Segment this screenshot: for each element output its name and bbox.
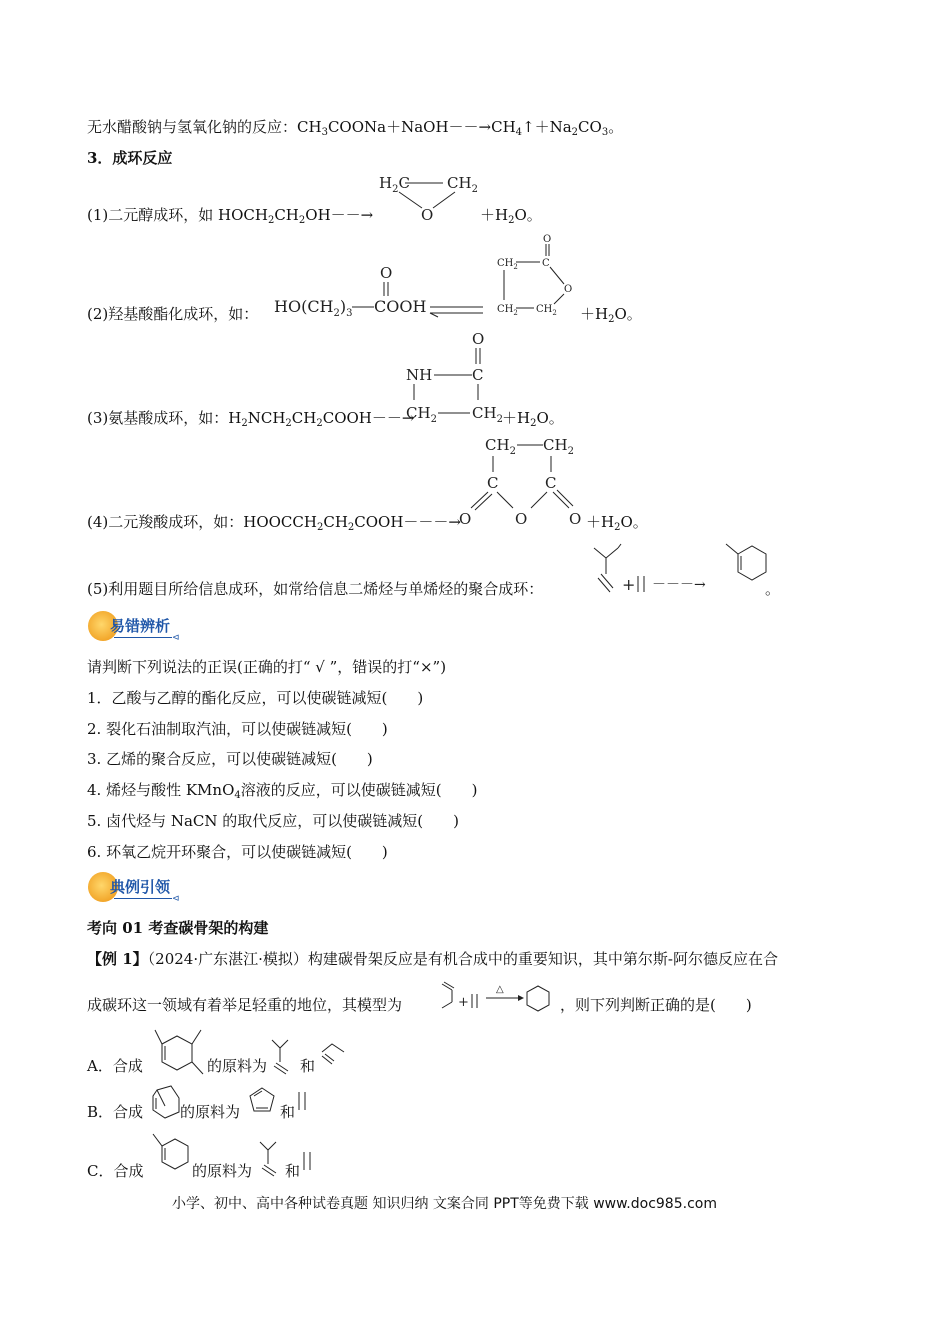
- judge-item-5: 5. 卤代烃与 NaCN 的取代反应，可以使碳链减短( ): [87, 812, 459, 830]
- svg-text:O: O: [421, 206, 434, 224]
- reaction-1-text: (1)二元醇成环，如 $HOCH_2CH_2OH--\to$: [87, 206, 374, 226]
- svg-text:COOH: COOH: [374, 297, 427, 316]
- footer-text: 小学、初中、高中各种试卷真题 知识归纳 文案合同 PPT等免费下载 www.doc985.com: [172, 1196, 717, 1212]
- reaction-5-end: 。: [765, 580, 781, 598]
- svg-text:O: O: [543, 234, 552, 245]
- option-c-mid: 的原料为: [192, 1162, 253, 1180]
- svg-text:C: C: [545, 474, 557, 492]
- section-heading-cyclization: 3．成环反应: [87, 149, 173, 167]
- judge-intro: 请判断下列说法的正误(正确的打“ √ ”，错误的打“×”): [87, 658, 447, 676]
- epoxide-structure: [375, 168, 485, 226]
- svg-text:CH2: $CH_2$: [497, 304, 518, 317]
- reaction-4-text: (4)二元羧酸成环，如：$HOOCCH_2CH_2COOH---\to$: [87, 513, 462, 533]
- badge-label: 易错辨析: [110, 617, 171, 635]
- svg-text:O: O: [515, 510, 528, 528]
- reaction-4-water: $+H_2O$。: [586, 513, 648, 533]
- svg-text:C: C: [542, 258, 550, 269]
- reaction-1-water: $+H_2O$。: [480, 206, 542, 226]
- judge-item-4: 4. 烯烃与酸性 KMnO$_4$溶液的反应，可以使碳链减短( ): [87, 781, 478, 801]
- example-badge: 典例引领 ⊲: [88, 872, 184, 902]
- reaction-2-water: $+H_2O$。: [580, 305, 642, 325]
- judge-item-2: 2. 裂化石油制取汽油，可以使碳链减短( ): [87, 720, 388, 738]
- svg-text:CH2: $CH_2$: [497, 258, 518, 271]
- svg-text:C: C: [472, 366, 484, 384]
- option-c-prefix: C．合成: [87, 1162, 144, 1180]
- option-c-and: 和: [285, 1162, 301, 1180]
- option-a-prefix: A．合成: [87, 1057, 143, 1075]
- reaction-line-1: 无水醋酸钠与氢氧化钠的反应：$CH_3COONa+NaOH--\to CH_4↑+Na_2CO_3$。: [87, 118, 624, 138]
- example-heading: 考向 01 考查碳骨架的构建: [87, 919, 269, 937]
- option-a-product: [147, 1024, 207, 1084]
- diels-alder-scheme: [588, 540, 778, 596]
- option-c-diene: [256, 1138, 286, 1178]
- svg-text:△: △: [496, 984, 504, 995]
- svg-text:CH2: $CH_2$: [472, 404, 503, 425]
- reaction-2-text: (2)羟基酸酯化成环，如：: [87, 305, 259, 323]
- reaction-3-water: $+H_2O$。: [502, 409, 564, 429]
- option-a-diene: [268, 1036, 300, 1076]
- judge-item-6: 6. 环氧乙烷开环聚合，可以使碳链减短( ): [87, 843, 388, 861]
- equilibrium-arrow: [428, 300, 488, 320]
- svg-text:CH2: $CH_2$: [485, 436, 516, 457]
- svg-text:CH2: $CH_2$: [447, 174, 478, 195]
- anhydride-ring-structure: [455, 432, 605, 532]
- svg-text:O: O: [472, 330, 485, 348]
- svg-text:CH2: $CH_2$: [543, 436, 574, 457]
- svg-text:+: +: [458, 995, 469, 1010]
- lactone-ring-structure: [492, 230, 592, 320]
- option-a-mid: 的原料为: [207, 1057, 268, 1075]
- option-c-ethylene: [301, 1148, 315, 1174]
- option-a-and: 和: [300, 1057, 316, 1075]
- option-b-prefix: B．合成: [87, 1103, 144, 1121]
- reaction-5-text: (5)利用题目所给信息成环，如常给信息二烯烃与单烯烃的聚合成环：: [87, 580, 544, 598]
- option-c-product: [147, 1130, 193, 1176]
- judge-item-1: 1．乙酸与乙醇的酯化反应，可以使碳链减短( ): [87, 689, 424, 707]
- error-analysis-badge: 易错辨析 ⊲: [88, 611, 184, 641]
- hydroxy-acid-structure: [270, 260, 430, 320]
- svg-text:C: C: [487, 474, 499, 492]
- svg-text:CH2: $CH_2$: [536, 304, 557, 317]
- svg-text:O: O: [564, 284, 573, 295]
- svg-text:O: O: [380, 264, 393, 282]
- svg-text:O: O: [569, 510, 582, 528]
- option-a-dienophile: [318, 1038, 348, 1070]
- svg-text:H2C: $H_2C$: [379, 174, 410, 195]
- svg-text:NH: NH: [406, 366, 433, 384]
- example-line-2a: 成碳环这一领域有着举足轻重的地位，其模型为: [87, 996, 403, 1014]
- svg-text:+: +: [622, 575, 636, 594]
- option-b-product: [147, 1082, 183, 1122]
- option-b-cyclopentadiene: [246, 1084, 278, 1116]
- option-b-ethylene: [296, 1088, 310, 1114]
- example-line-1: 【例 1】（2024·广东湛江·模拟）构建碳骨架反应是有机合成中的重要知识，其中第尔斯-阿尔德反应在合: [87, 950, 778, 968]
- svg-text:HO(CH2)3: $HO(CH_2)_3$: [274, 297, 353, 319]
- judge-item-3: 3. 乙烯的聚合反应，可以使碳链减短( ): [87, 750, 373, 768]
- badge-label: 典例引领: [110, 878, 171, 896]
- option-b-and: 和: [280, 1103, 296, 1121]
- svg-text:O: O: [459, 510, 472, 528]
- example-line-2b: ，则下列判断正确的是( ): [560, 996, 752, 1014]
- diels-alder-model: [438, 978, 558, 1016]
- reaction-3-text: (3)氨基酸成环，如：$H_2NCH_2CH_2COOH--\to$: [87, 409, 415, 429]
- option-b-mid: 的原料为: [180, 1103, 241, 1121]
- svg-text:CH2: $CH_2$: [406, 404, 437, 425]
- svg-text:－－－→: －－－→: [652, 577, 706, 593]
